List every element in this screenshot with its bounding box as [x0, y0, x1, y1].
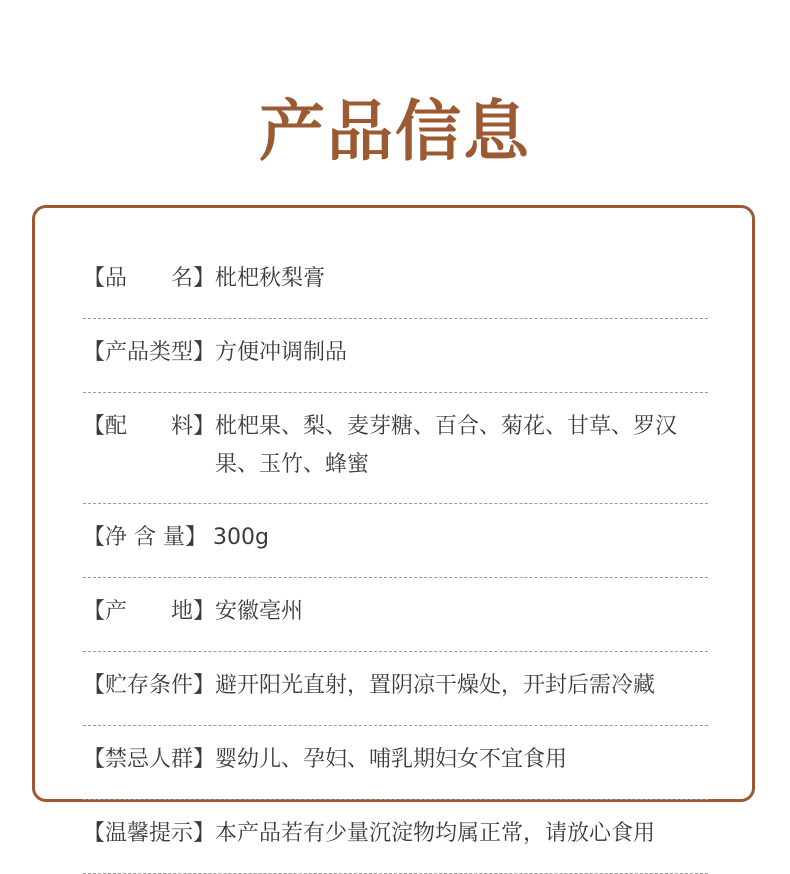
info-label: 【净 含 量】 — [83, 525, 207, 550]
info-row-type — [83, 332, 708, 393]
page-title: 产品信息 — [259, 93, 531, 170]
info-row-name — [83, 258, 708, 319]
info-row-storage — [83, 665, 708, 726]
info-row-contraindications — [83, 739, 708, 800]
info-row-tips — [83, 813, 708, 874]
info-row-ingredients — [83, 406, 708, 504]
info-value: 枇杷果、梨、麦芽糖、百合、菊花、甘草、罗汉果、玉竹、蜂蜜 — [215, 414, 678, 477]
info-label: 【配 料】 — [83, 414, 216, 439]
info-label: 【产 地】 — [83, 599, 216, 624]
info-row-net-weight — [83, 517, 708, 578]
info-label: 【贮存条件】 — [83, 673, 216, 698]
info-label: 【温馨提示】 — [83, 821, 216, 846]
info-value: 婴幼儿、孕妇、哺乳期妇女不宜食用 — [215, 747, 568, 772]
product-info-list — [83, 258, 708, 874]
info-value: 方便冲调制品 — [215, 340, 348, 365]
info-value: 本产品若有少量沉淀物均属正常，请放心食用 — [215, 821, 656, 846]
info-label: 【产品类型】 — [83, 340, 216, 365]
info-value: 安徽亳州 — [215, 599, 304, 624]
info-value: 300g — [213, 525, 269, 550]
info-value: 避开阳光直射，置阴凉干燥处，开封后需冷藏 — [215, 673, 656, 698]
info-label: 【品 名】 — [83, 266, 216, 291]
info-row-origin — [83, 591, 708, 652]
info-value: 枇杷秋梨膏 — [215, 266, 326, 291]
info-label: 【禁忌人群】 — [83, 747, 216, 772]
